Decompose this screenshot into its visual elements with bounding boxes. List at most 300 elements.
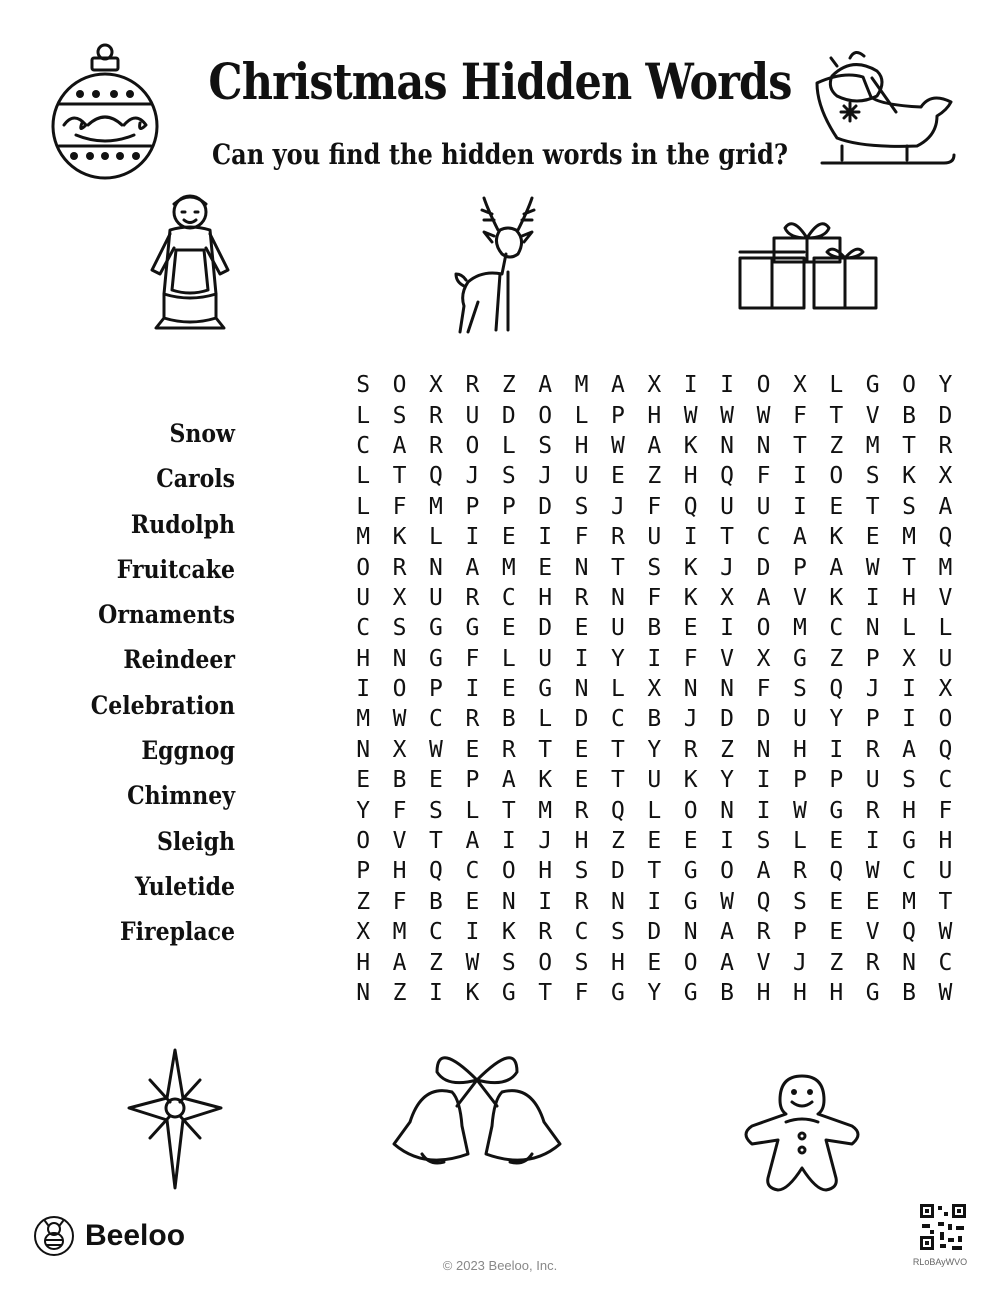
grid-cell[interactable]: U	[465, 402, 480, 429]
grid-cell[interactable]: Q	[938, 736, 953, 763]
grid-cell[interactable]: H	[756, 980, 771, 1006]
grid-cell[interactable]: F	[392, 493, 407, 520]
grid-cell[interactable]: N	[865, 615, 880, 642]
grid-cell[interactable]: X	[938, 676, 953, 703]
grid-cell[interactable]: V	[392, 828, 407, 855]
grid-cell[interactable]: X	[647, 372, 662, 399]
grid-cell[interactable]: U	[611, 615, 625, 642]
grid-cell[interactable]: Y	[938, 372, 953, 399]
grid-cell[interactable]: S	[865, 463, 880, 490]
grid-cell[interactable]: E	[647, 828, 662, 855]
grid-cell[interactable]: E	[574, 767, 589, 794]
grid-cell[interactable]: K	[538, 767, 553, 794]
grid-cell[interactable]: T	[392, 463, 407, 490]
grid-cell[interactable]: Z	[611, 828, 625, 855]
grid-cell[interactable]: I	[538, 524, 553, 551]
grid-cell[interactable]: Q	[429, 858, 443, 885]
grid-cell[interactable]: D	[938, 402, 953, 429]
grid-cell[interactable]: H	[938, 828, 953, 855]
grid-cell[interactable]: G	[465, 615, 480, 642]
grid-cell[interactable]: S	[356, 372, 371, 399]
grid-cell[interactable]: C	[938, 949, 953, 976]
grid-cell[interactable]: E	[829, 919, 844, 946]
grid-cell[interactable]: D	[538, 615, 553, 642]
grid-cell[interactable]: Z	[829, 949, 844, 976]
grid-cell[interactable]: Z	[392, 980, 407, 1006]
grid-cell[interactable]: R	[865, 736, 880, 763]
grid-cell[interactable]: U	[792, 706, 807, 733]
grid-cell[interactable]: S	[792, 676, 807, 703]
grid-cell[interactable]: Y	[356, 797, 371, 824]
grid-cell[interactable]: I	[647, 645, 662, 672]
grid-cell[interactable]: A	[392, 432, 407, 459]
grid-cell[interactable]: O	[683, 949, 698, 976]
grid-cell[interactable]: P	[829, 767, 844, 794]
grid-cell[interactable]: O	[356, 828, 371, 855]
grid-cell[interactable]: W	[429, 736, 443, 763]
grid-cell[interactable]: N	[501, 888, 516, 915]
grid-cell[interactable]: L	[647, 797, 662, 824]
grid-cell[interactable]: Z	[501, 372, 516, 399]
grid-cell[interactable]: U	[938, 645, 953, 672]
grid-cell[interactable]: S	[902, 767, 916, 794]
grid-cell[interactable]: H	[538, 584, 553, 611]
grid-cell[interactable]: C	[465, 858, 480, 885]
grid-cell[interactable]: O	[392, 372, 407, 399]
grid-cell[interactable]: T	[611, 767, 625, 794]
grid-cell[interactable]: R	[574, 797, 589, 824]
grid-cell[interactable]: L	[829, 372, 844, 399]
grid-cell[interactable]: E	[647, 949, 662, 976]
grid-cell[interactable]: I	[465, 676, 480, 703]
grid-cell[interactable]: K	[392, 524, 407, 551]
grid-cell[interactable]: H	[829, 980, 844, 1006]
grid-cell[interactable]: S	[574, 493, 589, 520]
grid-cell[interactable]: T	[720, 524, 735, 551]
grid-cell[interactable]: Q	[720, 463, 735, 490]
grid-cell[interactable]: K	[683, 432, 698, 459]
grid-cell[interactable]: Q	[756, 888, 771, 915]
grid-cell[interactable]: P	[865, 645, 880, 672]
grid-cell[interactable]: E	[574, 615, 589, 642]
grid-cell[interactable]: I	[720, 828, 735, 855]
grid-cell[interactable]: A	[501, 767, 516, 794]
grid-cell[interactable]: W	[865, 554, 880, 581]
grid-cell[interactable]: P	[501, 493, 516, 520]
grid-cell[interactable]: N	[429, 554, 443, 581]
grid-cell[interactable]: V	[938, 584, 953, 611]
grid-cell[interactable]: X	[938, 463, 953, 490]
grid-cell[interactable]: O	[465, 432, 480, 459]
grid-cell[interactable]: X	[720, 584, 735, 611]
grid-cell[interactable]: B	[647, 615, 662, 642]
grid-cell[interactable]: H	[392, 858, 407, 885]
grid-cell[interactable]: J	[792, 949, 807, 976]
grid-cell[interactable]: W	[611, 432, 625, 459]
grid-cell[interactable]: I	[792, 493, 807, 520]
grid-cell[interactable]: R	[574, 888, 589, 915]
grid-cell[interactable]: U	[938, 858, 953, 885]
grid-cell[interactable]: I	[465, 919, 480, 946]
grid-cell[interactable]: T	[902, 554, 916, 581]
grid-cell[interactable]: X	[429, 372, 443, 399]
grid-cell[interactable]: O	[756, 372, 771, 399]
grid-cell[interactable]: Z	[356, 888, 371, 915]
grid-cell[interactable]: T	[829, 402, 844, 429]
grid-cell[interactable]: I	[792, 463, 807, 490]
grid-cell[interactable]: F	[683, 645, 698, 672]
grid-cell[interactable]: P	[611, 402, 625, 429]
grid-cell[interactable]: P	[792, 919, 807, 946]
grid-cell[interactable]: E	[538, 554, 553, 581]
grid-cell[interactable]: C	[611, 706, 625, 733]
grid-cell[interactable]: C	[429, 919, 443, 946]
grid-cell[interactable]: N	[756, 736, 771, 763]
grid-cell[interactable]: R	[465, 584, 480, 611]
grid-cell[interactable]: E	[829, 888, 844, 915]
grid-cell[interactable]: E	[574, 736, 589, 763]
grid-cell[interactable]: X	[392, 584, 407, 611]
grid-cell[interactable]: P	[465, 493, 480, 520]
grid-cell[interactable]: T	[865, 493, 880, 520]
grid-cell[interactable]: S	[647, 554, 662, 581]
grid-cell[interactable]: X	[392, 736, 407, 763]
grid-cell[interactable]: X	[792, 372, 807, 399]
grid-cell[interactable]: M	[574, 372, 589, 399]
grid-cell[interactable]: F	[465, 645, 480, 672]
grid-cell[interactable]: L	[902, 615, 916, 642]
grid-cell[interactable]: O	[938, 706, 953, 733]
grid-cell[interactable]: U	[756, 493, 771, 520]
grid-cell[interactable]: I	[647, 888, 662, 915]
grid-cell[interactable]: L	[538, 706, 553, 733]
grid-cell[interactable]: F	[756, 676, 771, 703]
grid-cell[interactable]: U	[356, 584, 371, 611]
grid-cell[interactable]: U	[647, 524, 662, 551]
grid-cell[interactable]: Q	[938, 524, 953, 551]
grid-cell[interactable]: J	[683, 706, 698, 733]
grid-cell[interactable]: L	[501, 432, 516, 459]
grid-cell[interactable]: S	[392, 615, 407, 642]
grid-cell[interactable]: U	[865, 767, 880, 794]
grid-cell[interactable]: Z	[829, 432, 844, 459]
grid-cell[interactable]: W	[756, 402, 771, 429]
grid-cell[interactable]: N	[720, 432, 735, 459]
grid-cell[interactable]: I	[501, 828, 516, 855]
grid-cell[interactable]: B	[501, 706, 516, 733]
grid-cell[interactable]: A	[829, 554, 844, 581]
grid-cell[interactable]: N	[356, 736, 371, 763]
grid-cell[interactable]: M	[865, 432, 880, 459]
grid-cell[interactable]: N	[392, 645, 407, 672]
grid-cell[interactable]: B	[720, 980, 735, 1006]
grid-cell[interactable]: J	[865, 676, 880, 703]
grid-cell[interactable]: M	[902, 524, 916, 551]
grid-cell[interactable]: W	[938, 980, 953, 1006]
grid-cell[interactable]: T	[938, 888, 953, 915]
grid-cell[interactable]: D	[611, 858, 625, 885]
grid-cell[interactable]: W	[720, 402, 735, 429]
grid-cell[interactable]: E	[865, 524, 880, 551]
grid-cell[interactable]: N	[683, 676, 698, 703]
grid-cell[interactable]: V	[720, 645, 735, 672]
grid-cell[interactable]: G	[865, 372, 880, 399]
grid-cell[interactable]: J	[538, 463, 553, 490]
grid-cell[interactable]: I	[756, 797, 771, 824]
grid-cell[interactable]: C	[938, 767, 953, 794]
grid-cell[interactable]: A	[756, 858, 771, 885]
grid-cell[interactable]: M	[792, 615, 807, 642]
grid-cell[interactable]: F	[574, 524, 589, 551]
grid-cell[interactable]: Y	[647, 736, 662, 763]
grid-cell[interactable]: Q	[429, 463, 443, 490]
grid-cell[interactable]: W	[683, 402, 698, 429]
grid-cell[interactable]: G	[501, 980, 516, 1006]
grid-cell[interactable]: H	[574, 828, 589, 855]
grid-cell[interactable]: T	[647, 858, 662, 885]
grid-cell[interactable]: H	[902, 584, 916, 611]
grid-cell[interactable]: E	[611, 463, 625, 490]
grid-cell[interactable]: O	[392, 676, 407, 703]
grid-cell[interactable]: M	[902, 888, 916, 915]
grid-cell[interactable]: G	[683, 888, 698, 915]
grid-cell[interactable]: G	[902, 828, 916, 855]
grid-cell[interactable]: R	[501, 736, 516, 763]
grid-cell[interactable]: E	[429, 767, 443, 794]
grid-cell[interactable]: W	[865, 858, 880, 885]
grid-cell[interactable]: V	[865, 402, 880, 429]
grid-cell[interactable]: E	[829, 828, 844, 855]
grid-cell[interactable]: I	[683, 372, 698, 399]
grid-cell[interactable]: R	[392, 554, 407, 581]
grid-cell[interactable]: Q	[683, 493, 698, 520]
grid-cell[interactable]: O	[902, 372, 916, 399]
grid-cell[interactable]: L	[611, 676, 625, 703]
grid-cell[interactable]: W	[465, 949, 480, 976]
grid-cell[interactable]: U	[720, 493, 735, 520]
grid-cell[interactable]: C	[756, 524, 771, 551]
grid-cell[interactable]: Z	[720, 736, 735, 763]
grid-cell[interactable]: E	[501, 524, 516, 551]
grid-cell[interactable]: S	[429, 797, 443, 824]
grid-cell[interactable]: D	[720, 706, 735, 733]
grid-cell[interactable]: N	[611, 888, 625, 915]
grid-cell[interactable]: F	[647, 493, 662, 520]
grid-cell[interactable]: L	[356, 493, 371, 520]
grid-cell[interactable]: Q	[902, 919, 916, 946]
grid-cell[interactable]: F	[392, 888, 407, 915]
grid-cell[interactable]: J	[538, 828, 553, 855]
grid-cell[interactable]: S	[611, 919, 625, 946]
grid-cell[interactable]: O	[829, 463, 844, 490]
grid-cell[interactable]: F	[647, 584, 662, 611]
grid-cell[interactable]: L	[938, 615, 953, 642]
grid-cell[interactable]: O	[501, 858, 516, 885]
grid-cell[interactable]: P	[465, 767, 480, 794]
grid-cell[interactable]: W	[392, 706, 407, 733]
grid-cell[interactable]: E	[356, 767, 371, 794]
grid-cell[interactable]: M	[356, 706, 371, 733]
grid-cell[interactable]: R	[756, 919, 771, 946]
grid-cell[interactable]: F	[392, 797, 407, 824]
grid-cell[interactable]: G	[829, 797, 844, 824]
grid-cell[interactable]: K	[902, 463, 916, 490]
grid-cell[interactable]: E	[829, 493, 844, 520]
grid-cell[interactable]: G	[429, 645, 443, 672]
grid-cell[interactable]: C	[356, 432, 371, 459]
grid-cell[interactable]: S	[392, 402, 407, 429]
grid-cell[interactable]: I	[720, 615, 735, 642]
grid-cell[interactable]: H	[647, 402, 662, 429]
grid-cell[interactable]: V	[756, 949, 771, 976]
grid-cell[interactable]: D	[647, 919, 662, 946]
grid-cell[interactable]: U	[538, 645, 553, 672]
grid-cell[interactable]: K	[829, 584, 844, 611]
grid-cell[interactable]: A	[902, 736, 916, 763]
grid-cell[interactable]: C	[902, 858, 916, 885]
grid-cell[interactable]: I	[538, 888, 553, 915]
grid-cell[interactable]: T	[792, 432, 807, 459]
grid-cell[interactable]: E	[465, 736, 480, 763]
grid-cell[interactable]: A	[538, 372, 553, 399]
grid-cell[interactable]: E	[683, 828, 698, 855]
grid-cell[interactable]: Q	[611, 797, 625, 824]
grid-cell[interactable]: L	[501, 645, 516, 672]
grid-cell[interactable]: L	[792, 828, 807, 855]
grid-cell[interactable]: G	[865, 980, 880, 1006]
grid-cell[interactable]: L	[356, 463, 371, 490]
grid-cell[interactable]: T	[429, 828, 443, 855]
grid-cell[interactable]: L	[429, 524, 443, 551]
grid-cell[interactable]: A	[647, 432, 662, 459]
grid-cell[interactable]: R	[465, 372, 480, 399]
grid-cell[interactable]: R	[429, 432, 443, 459]
grid-cell[interactable]: A	[756, 584, 771, 611]
grid-cell[interactable]: P	[792, 767, 807, 794]
grid-cell[interactable]: R	[865, 949, 880, 976]
grid-cell[interactable]: G	[792, 645, 807, 672]
grid-cell[interactable]: I	[865, 828, 880, 855]
grid-cell[interactable]: Y	[720, 767, 735, 794]
grid-cell[interactable]: M	[501, 554, 516, 581]
grid-cell[interactable]: O	[720, 858, 735, 885]
grid-cell[interactable]: S	[756, 828, 771, 855]
grid-cell[interactable]: I	[865, 584, 880, 611]
grid-cell[interactable]: E	[501, 676, 516, 703]
grid-cell[interactable]: O	[538, 949, 553, 976]
grid-cell[interactable]: C	[574, 919, 589, 946]
grid-cell[interactable]: W	[938, 919, 953, 946]
grid-cell[interactable]: K	[465, 980, 480, 1006]
grid-cell[interactable]: Q	[829, 676, 844, 703]
grid-cell[interactable]: M	[392, 919, 407, 946]
grid-cell[interactable]: H	[683, 463, 698, 490]
grid-cell[interactable]: A	[392, 949, 407, 976]
grid-cell[interactable]: A	[465, 828, 480, 855]
grid-cell[interactable]: C	[501, 584, 516, 611]
grid-cell[interactable]: L	[465, 797, 480, 824]
grid-cell[interactable]: N	[574, 554, 589, 581]
grid-cell[interactable]: J	[611, 493, 625, 520]
grid-cell[interactable]: D	[756, 554, 771, 581]
grid-cell[interactable]: I	[756, 767, 771, 794]
grid-cell[interactable]: H	[356, 645, 371, 672]
grid-cell[interactable]: K	[683, 554, 698, 581]
grid-cell[interactable]: X	[647, 676, 662, 703]
grid-cell[interactable]: J	[465, 463, 480, 490]
grid-cell[interactable]: W	[792, 797, 807, 824]
grid-cell[interactable]: H	[792, 980, 807, 1006]
grid-cell[interactable]: A	[465, 554, 480, 581]
grid-cell[interactable]: U	[647, 767, 662, 794]
grid-cell[interactable]: I	[829, 736, 844, 763]
grid-cell[interactable]: R	[865, 797, 880, 824]
grid-cell[interactable]: I	[429, 980, 443, 1006]
grid-cell[interactable]: O	[538, 402, 553, 429]
grid-cell[interactable]: S	[574, 949, 589, 976]
grid-cell[interactable]: H	[356, 949, 371, 976]
grid-cell[interactable]: I	[574, 645, 589, 672]
grid-cell[interactable]: S	[792, 888, 807, 915]
grid-cell[interactable]: D	[756, 706, 771, 733]
grid-cell[interactable]: I	[902, 706, 916, 733]
grid-cell[interactable]: Z	[647, 463, 662, 490]
grid-cell[interactable]: I	[356, 676, 371, 703]
grid-cell[interactable]: R	[429, 402, 443, 429]
grid-cell[interactable]: S	[574, 858, 589, 885]
grid-cell[interactable]: K	[683, 767, 698, 794]
grid-cell[interactable]: T	[611, 736, 625, 763]
grid-cell[interactable]: P	[865, 706, 880, 733]
grid-cell[interactable]: N	[574, 676, 589, 703]
grid-cell[interactable]: G	[538, 676, 553, 703]
grid-cell[interactable]: N	[356, 980, 371, 1006]
grid-cell[interactable]: O	[356, 554, 371, 581]
grid-cell[interactable]: C	[356, 615, 371, 642]
grid-cell[interactable]: L	[356, 402, 371, 429]
grid-cell[interactable]: R	[574, 584, 589, 611]
grid-cell[interactable]: G	[611, 980, 625, 1006]
grid-cell[interactable]: H	[611, 949, 625, 976]
grid-cell[interactable]: W	[720, 888, 735, 915]
grid-cell[interactable]: K	[829, 524, 844, 551]
grid-cell[interactable]: B	[902, 980, 916, 1006]
grid-cell[interactable]: C	[829, 615, 844, 642]
grid-cell[interactable]: B	[429, 888, 443, 915]
grid-cell[interactable]: N	[720, 676, 735, 703]
grid-cell[interactable]: T	[902, 432, 916, 459]
grid-cell[interactable]: F	[792, 402, 807, 429]
grid-cell[interactable]: I	[902, 676, 916, 703]
grid-cell[interactable]: N	[756, 432, 771, 459]
grid-cell[interactable]: R	[611, 524, 625, 551]
grid-cell[interactable]: Y	[829, 706, 844, 733]
grid-cell[interactable]: G	[429, 615, 443, 642]
grid-cell[interactable]: S	[501, 949, 516, 976]
grid-cell[interactable]: N	[720, 797, 735, 824]
grid-cell[interactable]: R	[683, 736, 698, 763]
grid-cell[interactable]: E	[465, 888, 480, 915]
grid-cell[interactable]: T	[611, 554, 625, 581]
grid-cell[interactable]: O	[756, 615, 771, 642]
grid-cell[interactable]: G	[683, 858, 698, 885]
grid-cell[interactable]: H	[792, 736, 807, 763]
grid-cell[interactable]: K	[501, 919, 516, 946]
grid-cell[interactable]: D	[501, 402, 516, 429]
grid-cell[interactable]: T	[501, 797, 516, 824]
grid-cell[interactable]: K	[683, 584, 698, 611]
grid-cell[interactable]: X	[902, 645, 916, 672]
